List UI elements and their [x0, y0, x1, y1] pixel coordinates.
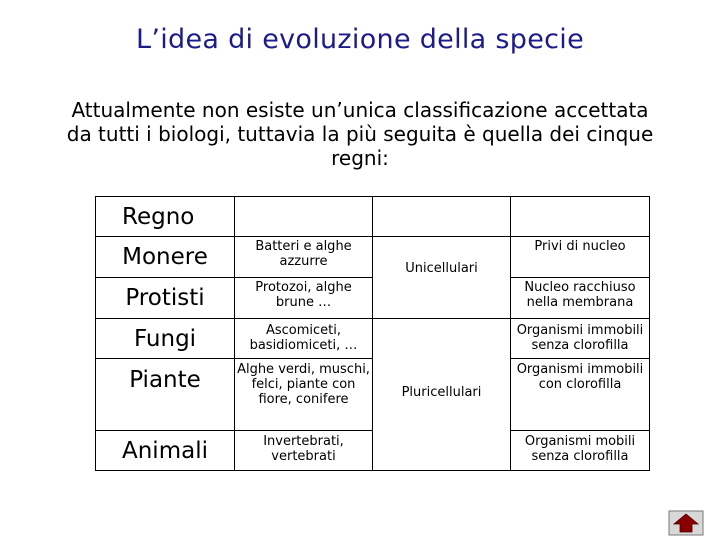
examples-cell: Invertebrati, vertebrati — [235, 431, 373, 471]
nucleus-cell: Privi di nucleo — [511, 237, 650, 278]
table-row — [96, 319, 650, 359]
nucleus-cell: Nucleo racchiuso nella membrana — [511, 278, 650, 319]
examples-cell: Alghe verdi, muschi, felci, piante con fiore, conifere — [235, 359, 373, 431]
cell-type-unicellular: Unicellulari — [373, 237, 511, 319]
kingdom-cell: Animali — [96, 431, 235, 471]
header-empty-3 — [511, 197, 650, 237]
examples-cell: Protozoi, alghe brune … — [235, 278, 373, 319]
cell-type-pluricellular: Pluricellulari — [373, 319, 511, 471]
header-empty-1 — [235, 197, 373, 237]
kingdom-cell: Monere — [96, 237, 235, 278]
header-empty-2 — [373, 197, 511, 237]
examples-cell: Batteri e alghe azzurre — [235, 237, 373, 278]
header-regno: Regno — [96, 197, 235, 237]
kingdom-cell: Fungi — [96, 319, 235, 359]
table-header-row — [96, 197, 650, 237]
slide-title: L’idea di evoluzione della specie — [135, 24, 584, 55]
nucleus-cell: Organismi immobili senza clorofilla — [511, 319, 650, 359]
nucleus-cell: Organismi mobili senza clorofilla — [511, 431, 650, 471]
home-arrow-icon[interactable] — [668, 510, 704, 536]
intro-text: Attualmente non esiste un’unica classificazione accettata da tutti i biologi, tuttavia la più seguita è quella dei cinque regni: — [66, 98, 654, 170]
examples-cell: Ascomiceti, basidiomiceti, … — [235, 319, 373, 359]
kingdoms-table — [95, 196, 650, 471]
table-row — [96, 237, 650, 278]
kingdom-cell: Protisti — [96, 278, 235, 319]
kingdom-cell: Piante — [96, 359, 235, 431]
nucleus-cell: Organismi immobili con clorofilla — [511, 359, 650, 431]
